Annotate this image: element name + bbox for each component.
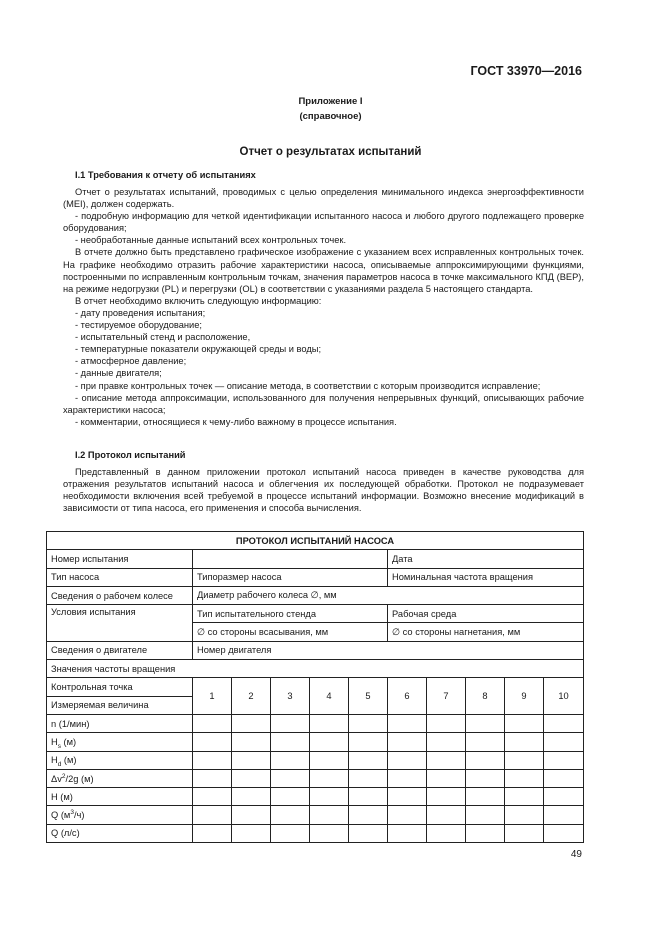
- measurement-cell[interactable]: [505, 751, 544, 769]
- measurement-cell[interactable]: [544, 788, 584, 806]
- discharge-diameter-label: ∅ со стороны нагнетания, мм: [388, 623, 584, 641]
- measurement-cell[interactable]: [349, 751, 388, 769]
- section2-body: [63, 466, 584, 514]
- table-row: [47, 806, 584, 824]
- paragraph: Отчет о результатах испытаний, проводимых с целью определения минимального индекса энергоэффективности (MEI), должен содержать.: [63, 187, 584, 210]
- measurement-cell[interactable]: [271, 806, 310, 824]
- list-item: - атмосферное давление;: [75, 356, 187, 367]
- page-number: 49: [570, 849, 582, 860]
- measurement-cell[interactable]: [466, 769, 505, 787]
- measurement-cell[interactable]: [232, 751, 271, 769]
- motor-number-label: Номер двигателя: [193, 641, 584, 659]
- point-number: 2: [232, 678, 271, 715]
- measurement-cell[interactable]: [349, 769, 388, 787]
- measurement-cell[interactable]: [271, 714, 310, 732]
- paragraph: В отчет необходимо включить следующую информацию:: [75, 295, 322, 306]
- list-item: - комментарии, относящиеся к чему-либо важному в процессе испытания.: [75, 416, 397, 427]
- measurement-cell[interactable]: [427, 806, 466, 824]
- measurement-cell[interactable]: [349, 714, 388, 732]
- row-label: n (1/мин): [47, 714, 193, 732]
- section1-body: [63, 186, 584, 428]
- measurement-cell[interactable]: [505, 714, 544, 732]
- row-label: Q $(м^3/ч)$: [47, 806, 193, 824]
- measurement-cell[interactable]: [310, 824, 349, 842]
- measurement-cell[interactable]: [232, 788, 271, 806]
- report-title: Отчет о результатах испытаний: [239, 146, 422, 158]
- point-number: 1: [193, 678, 232, 715]
- working-medium-label: Рабочая среда: [388, 605, 584, 623]
- measurement-cell[interactable]: [427, 769, 466, 787]
- measurement-cell[interactable]: [388, 733, 427, 751]
- measurement-cell[interactable]: [193, 733, 232, 751]
- speed-values-label: Значения частоты вращения: [47, 660, 584, 678]
- point-number: 4: [310, 678, 349, 715]
- annex-title: Приложение I: [298, 96, 363, 107]
- measurement-cell[interactable]: [193, 806, 232, 824]
- measurement-cell[interactable]: [310, 806, 349, 824]
- list-item: - испытательный стенд и расположение,: [75, 332, 251, 343]
- point-number: 6: [388, 678, 427, 715]
- table-row: [47, 751, 584, 769]
- measurement-cell[interactable]: [271, 769, 310, 787]
- measurement-cell[interactable]: [388, 788, 427, 806]
- test-number-label: Номер испытания: [47, 550, 193, 568]
- measurement-cell[interactable]: [349, 788, 388, 806]
- measurement-cell[interactable]: [232, 769, 271, 787]
- section2-heading: I.2 Протокол испытаний: [75, 450, 186, 460]
- control-point-label: Контрольная точка: [47, 678, 193, 696]
- measurement-cell[interactable]: [271, 788, 310, 806]
- row-label: H (м): [47, 788, 193, 806]
- measurement-cell[interactable]: [544, 806, 584, 824]
- paragraph: В отчете должно быть представлено графическое изображение с указанием всех исправленных контрольных точек. На графике необходимо отразить рабочие характеристики насоса, описываемые аппроксимирующими функциями, построенными по исправленным контрольным точкам, значения параметров насоса в точке максимального КПД (BEP), на режиме недогрузки (PL) и перегрузки (OL) в соответствии с указаниями раздела 5 настоящего стандарта.: [63, 247, 584, 294]
- motor-info-label: Сведения о двигателе: [47, 641, 193, 659]
- measurement-cell[interactable]: [427, 788, 466, 806]
- measurement-cell[interactable]: [544, 769, 584, 787]
- measurement-cell[interactable]: [427, 733, 466, 751]
- measurement-cell[interactable]: [388, 824, 427, 842]
- point-number: 8: [466, 678, 505, 715]
- measurement-cell[interactable]: [388, 769, 427, 787]
- measurement-cell[interactable]: [388, 806, 427, 824]
- point-number: 3: [271, 678, 310, 715]
- date-label: Дата: [388, 550, 584, 568]
- measurement-cell[interactable]: [505, 788, 544, 806]
- measurement-cell[interactable]: [466, 788, 505, 806]
- test-protocol-table: [46, 531, 584, 843]
- point-number: 7: [427, 678, 466, 715]
- annex-subtitle: (справочное): [299, 111, 362, 122]
- measurement-cell[interactable]: [310, 733, 349, 751]
- measurement-cell[interactable]: [466, 824, 505, 842]
- measurement-cell[interactable]: [193, 788, 232, 806]
- list-item: - данные двигателя;: [75, 368, 162, 379]
- list-item: - описание метода аппроксимации, использованного для получения непрерывных функций, описывающих рабочие характеристики насоса;: [63, 392, 584, 415]
- list-item: - необработанные данные испытаний всех контрольных точек.: [75, 235, 347, 246]
- list-item: - температурные показатели окружающей среды и воды;: [75, 344, 322, 355]
- measurement-cell[interactable]: [271, 751, 310, 769]
- measured-value-label: Измеряемая величина: [47, 696, 193, 714]
- test-stand-type-label: Тип испытательного стенда: [193, 605, 388, 623]
- measurement-cell[interactable]: [271, 824, 310, 842]
- impeller-info-label: Сведения о рабочем колесе: [47, 586, 193, 604]
- test-number-value[interactable]: [193, 550, 388, 568]
- list-item: - тестируемое оборудование;: [75, 320, 202, 331]
- section1-heading: I.1 Требования к отчету об испытаниях: [75, 170, 256, 180]
- measurement-cell[interactable]: [544, 824, 584, 842]
- point-number: 10: [544, 678, 584, 715]
- measurement-cell[interactable]: [310, 788, 349, 806]
- table-row: [47, 824, 584, 842]
- point-number: 5: [349, 678, 388, 715]
- measurement-cell[interactable]: [427, 824, 466, 842]
- table-row: [47, 769, 584, 787]
- protocol-title: ПРОТОКОЛ ИСПЫТАНИЙ НАСОСА: [47, 532, 584, 550]
- standard-header: ГОСТ 33970—2016: [470, 64, 582, 78]
- measurement-cell[interactable]: [193, 751, 232, 769]
- annex-heading: [0, 94, 661, 124]
- pump-size-label: Типоразмер насоса: [193, 568, 388, 586]
- measurement-cell[interactable]: [232, 733, 271, 751]
- impeller-diameter-label: Диаметр рабочего колеса ∅, мм: [193, 586, 584, 604]
- nominal-speed-label: Номинальная частота вращения: [388, 568, 584, 586]
- point-number: 9: [505, 678, 544, 715]
- measurement-cell[interactable]: [544, 714, 584, 732]
- measurement-cell[interactable]: [505, 733, 544, 751]
- measurement-cell[interactable]: [466, 714, 505, 732]
- measurement-cell[interactable]: [388, 714, 427, 732]
- row-label: $\Delta v^2/2g$ (м): [47, 769, 193, 787]
- measurement-cell[interactable]: [271, 733, 310, 751]
- measurement-cell[interactable]: [193, 769, 232, 787]
- measurement-cell[interactable]: [388, 751, 427, 769]
- measurement-cell[interactable]: [349, 824, 388, 842]
- table-row: [47, 714, 584, 732]
- row-label: $H_d$ (м): [47, 751, 193, 769]
- measurement-cell[interactable]: [310, 714, 349, 732]
- list-item: - дату проведения испытания;: [75, 307, 206, 318]
- measurement-cell[interactable]: [232, 806, 271, 824]
- pump-type-label: Тип насоса: [47, 568, 193, 586]
- measurement-cell[interactable]: [466, 751, 505, 769]
- suction-diameter-label: ∅ со стороны всасывания, мм: [193, 623, 388, 641]
- measurement-cell[interactable]: [466, 733, 505, 751]
- table-row: [47, 788, 584, 806]
- measurement-cell[interactable]: [427, 714, 466, 732]
- row-label: Q (л/с): [47, 824, 193, 842]
- measurement-cell[interactable]: [505, 806, 544, 824]
- list-item: - при правке контрольных точек — описание метода, в соответствии с которым производится исправление;: [75, 380, 541, 391]
- measurement-cell[interactable]: [193, 824, 232, 842]
- measurement-cell[interactable]: [505, 824, 544, 842]
- measurement-cell[interactable]: [349, 733, 388, 751]
- measurement-cell[interactable]: [544, 751, 584, 769]
- measurement-cell[interactable]: [193, 714, 232, 732]
- measurement-cell[interactable]: [232, 714, 271, 732]
- measurement-cell[interactable]: [232, 824, 271, 842]
- row-label: $H_s$ (м): [47, 733, 193, 751]
- measurement-cell[interactable]: [427, 751, 466, 769]
- measurement-cell[interactable]: [466, 806, 505, 824]
- measurement-cell[interactable]: [310, 751, 349, 769]
- measurement-cell[interactable]: [505, 769, 544, 787]
- test-conditions-label: Условия испытания: [47, 605, 193, 642]
- list-item: - подробную информацию для четкой идентификации испытанного насоса и любого другого подлежащего проверке оборудования;: [63, 211, 584, 234]
- paragraph: Представленный в данном приложении протокол испытаний насоса приведен в качестве руководства для отражения результатов испытаний насоса и облегчения их последующей обработки. Протокол не подразумевает необходимости включения всей требуемой в процессе испытаний информации. Возможно внесение модификаций в зависимости от типа насоса, его применения и способа вычисления.: [63, 467, 584, 514]
- measurement-cell[interactable]: [349, 806, 388, 824]
- measurement-cell[interactable]: [544, 733, 584, 751]
- table-row: [47, 733, 584, 751]
- measurement-cell[interactable]: [310, 769, 349, 787]
